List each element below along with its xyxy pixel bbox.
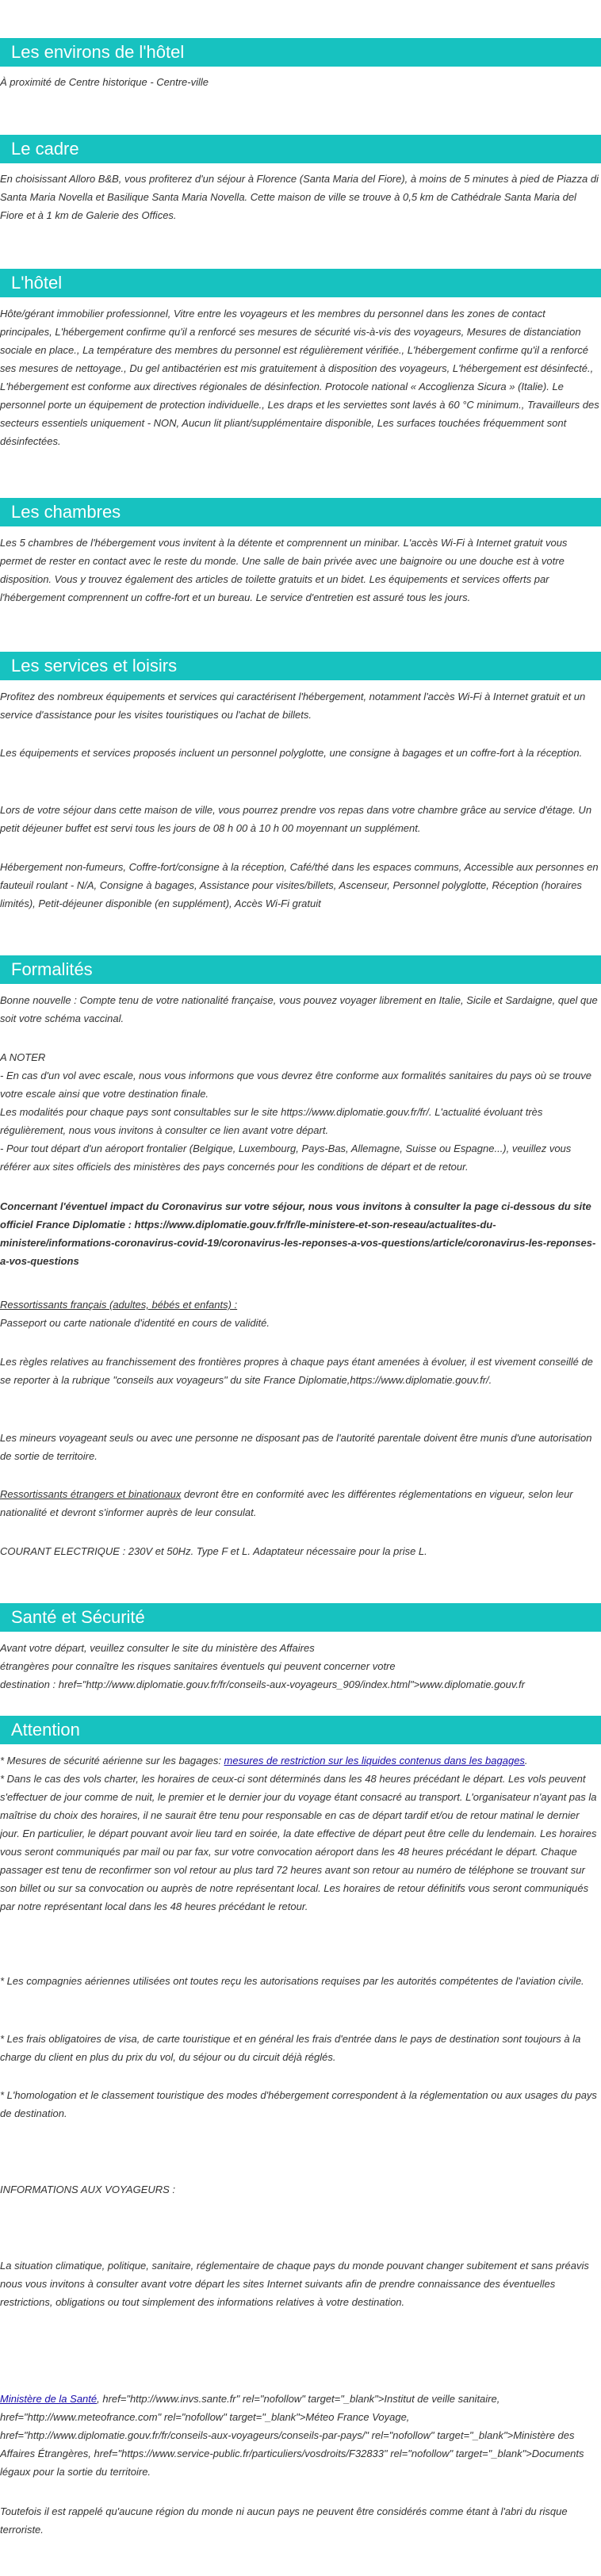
attention-liens [0, 2390, 599, 2481]
attention-visa: * Les frais obligatoires de visa, de carte touristique et en général les frais d'entrée dans le pays de destination sont toujours à la charge du client en plus du prix du vol, du séjour ou du circuit déjà réglés. [0, 2033, 581, 2063]
ressortissants-fr-heading: Ressortissants français (adultes, bébés et enfants) : [0, 1299, 238, 1311]
liens-text: , href="http://www.invs.sante.fr" rel="nofollow" target="_blank">Institut de veille sanitaire, href="http://www.meteofrance.com" rel="nofollow" target="_blank">Méteo France Voyage, href="http://www.diplomatie.gouv.fr/fr/conseils-aux-voyageurs/conseils-par-pays/" rel="nofollow" target="_blank">Ministère des Affaires Étrangères, href="https://www.service-public.fr/particuliers/vosdroits/F32833" rel="nofollow" target="_blank">Documents légaux pour la sortie du territoire. [0, 2393, 584, 2478]
services-p4: Hébergement non-fumeurs, Coffre-fort/consigne à la réception, Café/thé dans les espaces communs, Accessible aux personnes en fauteuil roulant - N/A, Consigne à bagages, Assistance pour visites/billets, Ascenseur, Personnel polyglotte, Réception (horaires limités), Petit-déjeuner disponible (en supplément), Accès Wi-Fi gratuit [0, 861, 599, 909]
etrangers-text: devront être en conformité avec les différentes réglementations en vigueur, selon leur nationalité et devront s'informer auprès de leur consulat. [0, 1488, 573, 1518]
bagages-suffix: . [524, 1755, 528, 1766]
sante-line-3: destination : href="http://www.diplomatie.gouv.fr/fr/conseils-aux-voyageurs_909/index.html">www.diplomatie.gouv.fr [0, 1678, 525, 1690]
formalites-courant: COURANT ELECTRIQUE : 230V et 50Hz. Type F et L. Adaptateur nécessaire pour la prise L. [0, 1545, 427, 1557]
formalites-etrangers [0, 1485, 599, 1521]
informations-voyageurs-title: INFORMATIONS AUX VOYAGEURS : [0, 2184, 176, 2195]
hotel-text: Hôte/gérant immobilier professionnel, Vitre entre les voyageurs et les membres du personnel dans les zones de contact principales, L'hébergement confirme qu'il a renforcé ses mesures de sécurité vis-à-vis des voyageurs, Mesures de distanciation sociale en place., La température des membres du personnel est régulièrement vérifiée., L'hébergement confirme qu'il a renforcé ses mesures de nettoyage., Du gel antibactérien est mis gratuitement à disposition des voyageurs, L'hébergement est désinfecté., L'hébergement est conforme aux directives régionales de désinfection. Protocole national « Accoglienza Sicura » (Italie). Le personnel porte un équipement de protection individuelle., Les draps et les serviettes sont lavés à 60 °C minimum., Travailleurs des secteurs essentiels uniquement - NON, Aucun lit pliant/supplémentaire disponible, Les surfaces touchées fréquemment sont désinfectées. [0, 308, 599, 447]
attention-charter: * Dans le cas des vols charter, les horaires de ceux-ci sont déterminés dans les 48 heures précédant le départ. Les vols peuvent s'effectuer de jour comme de nuit, le premier et le dernier jour du voyage étant consacré au transport. L'organisateur n'ayant pas la maîtrise du choix des horaires, il ne saurait être tenu pour responsable en cas de départ tardif et/ou de retour matinal le dernier jour. En particulier, le départ pouvant avoir lieu tard en soirée, la date effective de départ peut être celle du lendemain. Les horaires vous seront communiqués par mail ou par fax, sur votre convocation aéroport dans les 48 heures précédant le départ. Chaque passager est tenu de reconfirmer son vol retour au plus tard 72 heures avant son retour au numéro de téléphone se trouvant sur son billet ou sur sa convocation ou auprès de notre représentant local. Les horaires de retour définitifs vous seront communiqués par notre représentant local dans les 48 heures précédant le retour. [0, 1773, 597, 1912]
formalites-coronavirus: Concernant l'éventuel impact du Coronavirus sur votre séjour, nous vous invitons à consulter la page ci-dessous du site officiel France Diplomatie : https://www.diplomatie.gouv.fr/fr/le-ministere-et-son-reseau/actualites-du-ministere/informations-coronavirus-covid-19/coronavirus-les-reponses-a-vos-questions/article/coronavirus-les-reponses-a-vos-questions [0, 1200, 596, 1267]
section-header-attention: Attention [0, 1716, 601, 1744]
services-p2: Les équipements et services proposés incluent un personnel polyglotte, une consigne à bagages et un coffre-fort à la réception. [0, 747, 583, 759]
attention-terrorisme: Toutefois il est rappelé qu'aucune région du monde ni aucun pays ne peuvent être considérés comme étant à l'abri du risque terroriste. [0, 2505, 568, 2536]
attention-homologation: * L'homologation et le classement touristique des modes d'hébergement correspondent à la réglementation ou aux usages du pays de destination. [0, 2089, 597, 2119]
formalites-regles: Les règles relatives au franchissement des frontières propres à chaque pays étant amenées à évoluer, il est vivement conseillé de se reporter à la rubrique "conseils aux voyageurs" du site France Diplomatie,https://www.diplomatie.gouv.fr/. [0, 1356, 593, 1386]
ressortissants-fr-docs: Passeport ou carte nationale d'identité en cours de validité. [0, 1317, 270, 1329]
services-p1: Profitez des nombreux équipements et services qui caractérisent l'hébergement, notamment l'accès Wi-Fi à Internet gratuit et un service d'assistance pour les visites touristiques ou l'achat de billets. [0, 691, 586, 721]
climat-line-2: nous vous invitons à consulter avant votre départ les sites Internet suivants afin de prendre connaissance des éventuelles restrictions, obligations ou tout simplement des informations relatives à votre destination. [0, 2278, 556, 2308]
attention-climat [0, 2256, 599, 2311]
attention-compagnies: * Les compagnies aériennes utilisées ont toutes reçu les autorisations requises par les autorités compétentes de l'aviation civile. [0, 1975, 584, 1987]
environs-text: À proximité de Centre historique - Centre-ville [0, 76, 209, 88]
formalites-note [0, 1048, 599, 1176]
note-modalites: Les modalités pour chaque pays sont consultables sur le site https://www.diplomatie.gouv.fr/fr/. L'actualité évoluant très régulièrement, nous vous invitons à consulter ce lien avant votre départ. [0, 1106, 543, 1136]
climat-line-1: La situation climatique, politique, sanitaire, réglementaire de chaque pays du monde pouvant changer subitement et sans préavis [0, 2260, 589, 2272]
section-header-cadre: Le cadre [0, 135, 601, 163]
note-title: A NOTER [0, 1051, 46, 1063]
bagages-prefix: * Mesures de sécurité aérienne sur les bagages: [0, 1755, 224, 1766]
note-escale: - En cas d'un vol avec escale, nous vous informons que vous devrez être conforme aux formalités sanitaires du pays où se trouve votre escale ainsi que votre destination finale. [0, 1070, 592, 1100]
chambres-text: Les 5 chambres de l'hébergement vous invitent à la détente et comprennent un minibar. L'accès Wi-Fi à Internet gratuit vous permet de rester en contact avec le reste du monde. Une salle de bain privée avec une baignoire ou une douche est à votre disposition. Vous y trouvez également des articles de toilette gratuits et un bidet. Les équipements et services offerts par l'hébergement comprennent un coffre-fort et un bureau. Le service d'entretien est assuré tous les jours. [0, 537, 568, 603]
note-frontalier: - Pour tout départ d'un aéroport frontalier (Belgique, Luxembourg, Pays-Bas, Allemagne, Suisse ou Espagne...), veuillez vous référer aux sites officiels des ministères des pays concernés pour les conditions de départ et de retour. [0, 1143, 572, 1173]
ministere-sante-link[interactable]: Ministère de la Santé [0, 2393, 98, 2405]
services-p3: Lors de votre séjour dans cette maison de ville, vous pourrez prendre vos repas dans votre chambre grâce au service d'étage. Un petit déjeuner buffet est servi tous les jours de 08 h 00 à 10 h 00 moyennant un supplément. [0, 804, 592, 834]
section-header-environs: Les environs de l'hôtel [0, 38, 601, 67]
formalites-p1: Bonne nouvelle : Compte tenu de votre nationalité française, vous pouvez voyager librement en Italie, Sicile et Sardaigne, quel que soit votre schéma vaccinal. [0, 994, 598, 1024]
attention-bagages [0, 1751, 599, 1770]
section-header-formalites: Formalités [0, 955, 601, 984]
sante-line-1: Avant votre départ, veuillez consulter le site du ministère des Affaires [0, 1642, 315, 1654]
section-header-chambres: Les chambres [0, 498, 601, 526]
sante-text [0, 1639, 599, 1694]
etrangers-heading: Ressortissants étrangers et binationaux [0, 1488, 182, 1500]
section-header-hotel: L'hôtel [0, 269, 601, 297]
formalites-ressortissants-fr [0, 1296, 599, 1332]
liquides-restriction-link[interactable]: mesures de restriction sur les liquides contenus dans les bagages [224, 1755, 525, 1766]
section-header-sante: Santé et Sécurité [0, 1603, 601, 1632]
cadre-text: En choisissant Alloro B&B, vous profiterez d'un séjour à Florence (Santa Maria del Fiore), à moins de 5 minutes à pied de Piazza di Santa Maria Novella et Basilique Santa Maria Novella. Cette maison de ville se trouve à 0,5 km de Cathédrale Santa Maria del Fiore et à 1 km de Galerie des Offices. [0, 173, 599, 221]
formalites-mineurs: Les mineurs voyageant seuls ou avec une personne ne disposant pas de l'autorité parentale doivent être munis d'une autorisation de sortie de territoire. [0, 1432, 592, 1462]
sante-line-2: étrangères pour connaître les risques sanitaires éventuels qui peuvent concerner votre [0, 1660, 396, 1672]
section-header-services: Les services et loisirs [0, 652, 601, 680]
